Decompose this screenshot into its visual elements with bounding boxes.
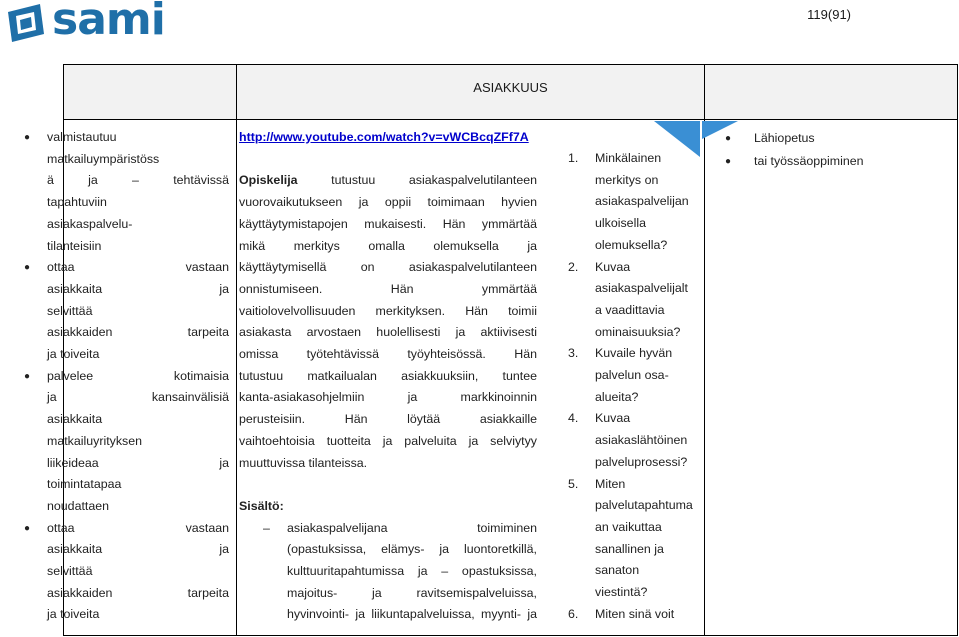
content-line: majoitus- ja ravitsemispalveluissa, <box>287 585 537 600</box>
question-line: palveluprosessi? <box>595 454 688 469</box>
table-title: ASIAKKUUS <box>473 80 548 95</box>
dash-bullet: – <box>263 520 270 535</box>
question-line: olemuksella? <box>595 237 668 252</box>
methods-column <box>725 127 948 173</box>
logo-mark-icon <box>4 2 48 46</box>
question-number: 1. <box>568 151 579 165</box>
question-number: 3. <box>568 346 579 361</box>
list-line: liikeideaa ja <box>47 455 229 470</box>
question-line: palvelun osa- <box>595 368 669 383</box>
paragraph-line: kanta-asiakasohjelmiin ja markkinoinnin <box>239 390 537 405</box>
content-line: (opastuksissa, elämys- ja luontoretkillä, <box>287 542 537 557</box>
bullet-icon: ● <box>24 132 31 143</box>
list-line: valmistautuu <box>47 130 117 144</box>
question-line: a vaadittavia <box>595 302 665 317</box>
list-line: toimintatapaa <box>47 477 122 492</box>
question-line: Kuvaa <box>595 411 631 426</box>
question-line: asiakaspalvelijan <box>595 194 689 209</box>
list-line: asiakkaita ja <box>47 281 229 296</box>
list-line: ottaa vastaan <box>47 260 229 275</box>
question-number: 5. <box>568 476 579 491</box>
list-line: selvittää <box>47 303 93 318</box>
paragraph-line: perusteisiin. Hän löytää asiakkaille <box>239 412 537 427</box>
question-item <box>568 474 698 604</box>
sami-logo <box>4 0 204 44</box>
method-label: Lähiopetus <box>754 131 815 145</box>
question-number: 2. <box>568 259 579 274</box>
list-line: ä ja – tehtävissä <box>47 173 229 188</box>
question-item <box>568 257 698 344</box>
list-line: asiakkaita ja <box>47 542 229 557</box>
page-number: 119(91) <box>807 7 851 22</box>
question-item <box>568 148 698 257</box>
questions-column <box>568 148 698 625</box>
question-line: Miten <box>595 476 626 491</box>
content-label: Sisältö: <box>239 498 284 513</box>
paragraph-line: mikä merkitys omalla olemuksella ja <box>239 238 537 253</box>
bullet-icon: ● <box>24 370 31 382</box>
video-link[interactable]: http://www.youtube.com/watch?v=vWCBcqZFf7A <box>239 130 529 144</box>
list-item <box>725 150 948 173</box>
question-line: sanallinen ja <box>595 541 664 556</box>
question-line: sanaton <box>595 563 640 578</box>
bullet-icon: ● <box>725 156 732 167</box>
list-item <box>24 518 229 627</box>
list-line: ja toiveita <box>47 347 100 362</box>
question-line: ulkoisella <box>595 216 646 231</box>
bullet-icon: ● <box>24 522 31 534</box>
brand-name: sami <box>52 0 165 45</box>
list-line: asiakaspalvelu- <box>47 216 133 231</box>
question-line: ominaisuuksia? <box>595 324 681 339</box>
bullet-icon: ● <box>24 262 31 274</box>
paragraph-line: muuttuvissa tilanteissa. <box>239 455 368 470</box>
list-line: asiakkaiden tarpeita <box>47 585 229 600</box>
table-header <box>64 65 957 120</box>
objectives-column <box>24 127 229 626</box>
content-column <box>239 127 537 626</box>
list-item <box>24 257 229 366</box>
question-number: 6. <box>568 606 579 621</box>
question-number: 4. <box>568 411 579 426</box>
list-line: matkailuyrityksen <box>47 433 143 448</box>
list-line: ja toiveita <box>47 607 100 622</box>
paragraph-line: vaitiolovelvollisuuden merkityksen. Hän toimii <box>239 303 537 318</box>
content-line <box>239 518 537 540</box>
question-line: Miten sinä voit <box>595 606 675 621</box>
question-line: Minkälainen <box>595 151 662 165</box>
paragraph-line: asiakasta arvostaen huolellisesti ja aktiivisesti <box>239 325 537 340</box>
list-item <box>725 127 948 150</box>
paragraph-line: käyttäytymisellä on asiakaspalvelutilanteen <box>239 260 537 275</box>
paragraph-line: vuorovaikutukseen ja oppii toimimaan hyvien <box>239 195 537 210</box>
question-line: merkitys on <box>595 172 659 187</box>
question-line: Kuvaile hyvän <box>595 346 673 361</box>
column-divider <box>236 65 237 635</box>
method-label: tai työssäoppiminen <box>754 154 864 168</box>
list-line: ottaa vastaan <box>47 520 229 535</box>
list-line: tapahtuviin <box>47 195 107 210</box>
list-line: ja kansainvälisiä <box>47 390 229 405</box>
bullet-icon: ● <box>725 133 732 144</box>
list-line: palvelee kotimaisia <box>47 368 229 383</box>
paragraph-line: tutustuu matkailualan asiakkuuksiin, tuntee <box>239 368 537 383</box>
question-line: palvelutapahtuma <box>595 498 693 513</box>
question-line: alueita? <box>595 389 639 404</box>
list-line: noudattaen <box>47 498 110 513</box>
content-text: asiakaspalvelijana toimiminen <box>287 520 537 535</box>
question-item <box>568 408 698 473</box>
list-line: matkailuympäristöss <box>47 151 160 166</box>
question-item <box>568 604 698 626</box>
question-line: viestintä? <box>595 585 648 600</box>
paragraph-line: onnistumiseen. Hän ymmärtää <box>239 281 537 296</box>
content-line: kulttuuritapahtumissa ja – opastuksissa, <box>287 564 537 579</box>
question-line: an vaikuttaa <box>595 519 662 534</box>
list-item <box>24 127 229 257</box>
list-line: asiakkaita <box>47 412 103 427</box>
list-line: asiakkaiden tarpeita <box>47 325 229 340</box>
question-line: asiakaslähtöinen <box>595 433 688 448</box>
list-line: selvittää <box>47 564 93 579</box>
content-line: hyvinvointi- ja liikuntapalveluissa, myynti- ja <box>287 607 537 622</box>
paragraph-line: vaihtoehtoisia tuotteita ja palveluita ja selviytyy <box>239 433 537 448</box>
paragraph-line: käyttäytymistapojen mukaisesti. Hän ymmärtää <box>239 216 537 231</box>
question-line: Kuvaa <box>595 259 631 274</box>
paragraph-line: omissa työtehtävissä työyhteisössä. Hän <box>239 347 537 362</box>
question-line: asiakaspalvelijalt <box>595 281 688 296</box>
list-line: tilanteisiin <box>47 238 102 253</box>
list-item <box>24 366 229 518</box>
paragraph-lead: Opiskelija <box>239 173 298 188</box>
paragraph-line: Opiskelija tutustuu asiakaspalvelutilanteen <box>239 173 537 188</box>
question-item <box>568 343 698 408</box>
